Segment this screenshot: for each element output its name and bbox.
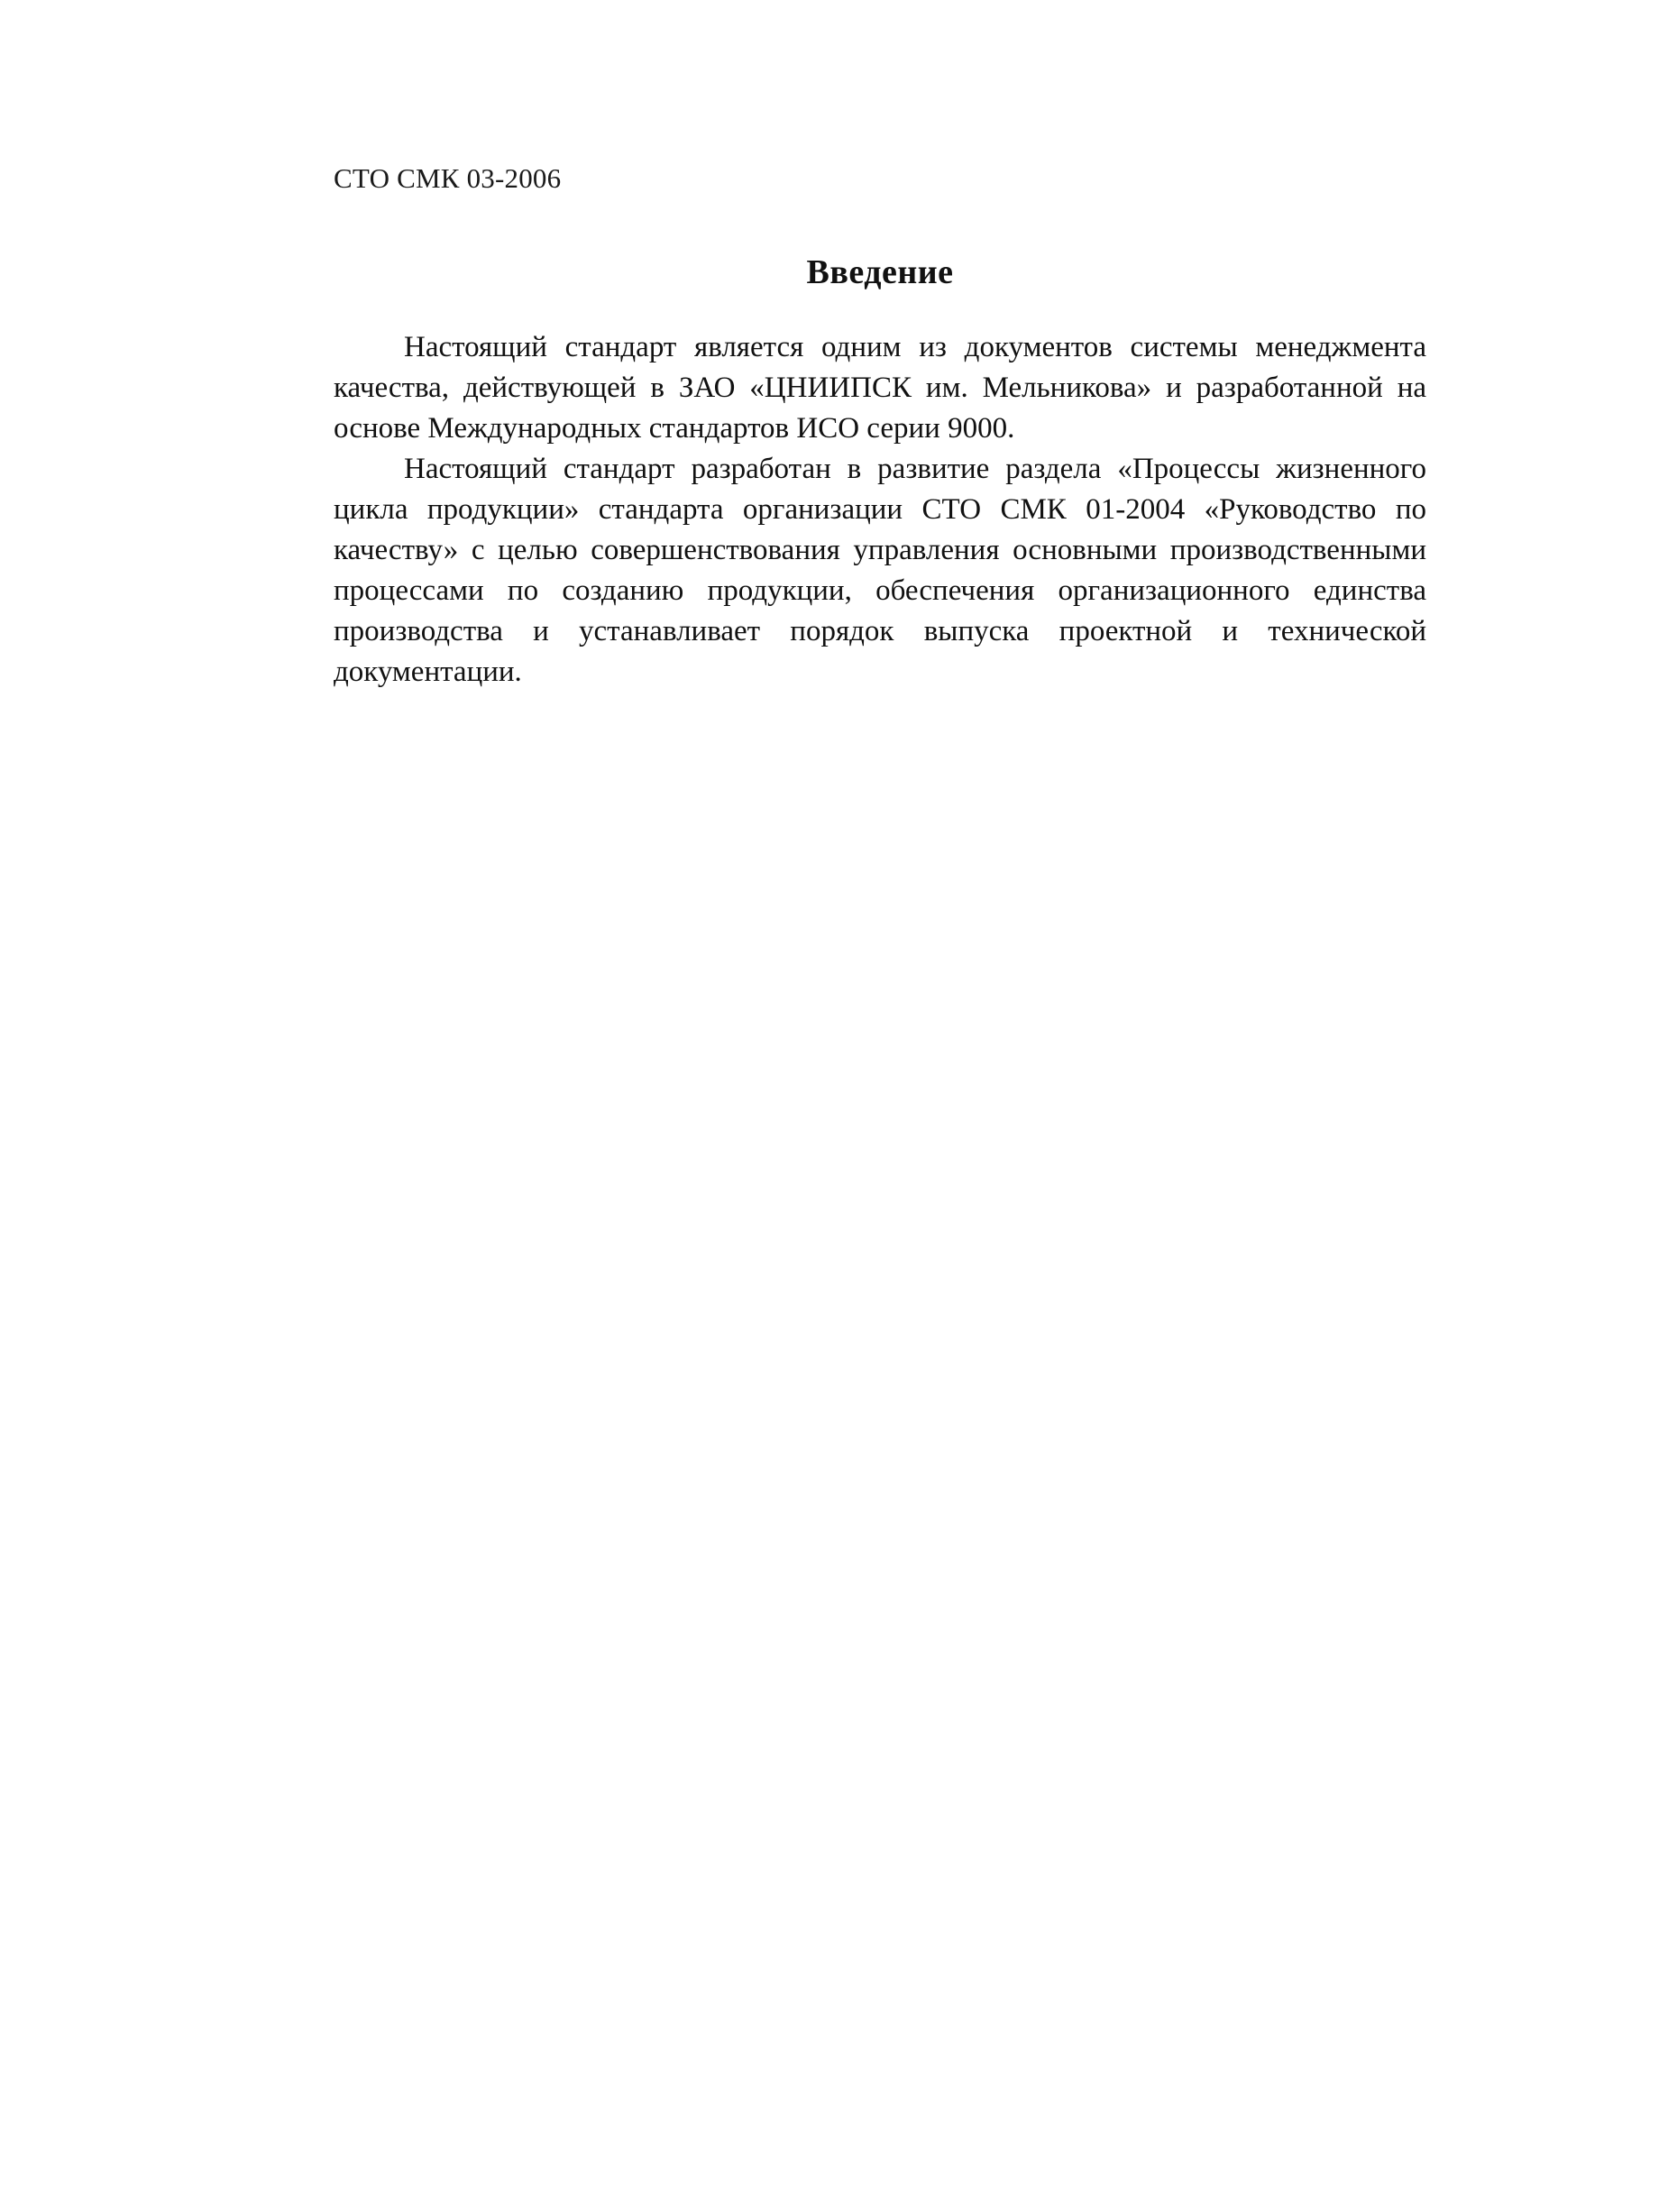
paragraph: Настоящий стандарт является одним из документов системы менеджмента качества, действующей в ЗАО «ЦНИИПСК им. Мельникова» и разработанной на основе Международных стандартов ИСО серии 9000. [334,331,1426,445]
document-code: СТО СМК 03-2006 [334,162,562,194]
paragraph: Настоящий стандарт разработан в развитие раздела «Процессы жизненного цикла продукции» стандарта организации СТО СМК 01-2004 «Руководство по качеству» с целью совершенствования управления основными производственными процессами по созданию продукции, обеспечения организационного единства производства и устанавливает порядок выпуска проектной и технической документации. [334,453,1426,688]
body-text [334,327,1426,693]
section-title: Введение [806,253,954,291]
